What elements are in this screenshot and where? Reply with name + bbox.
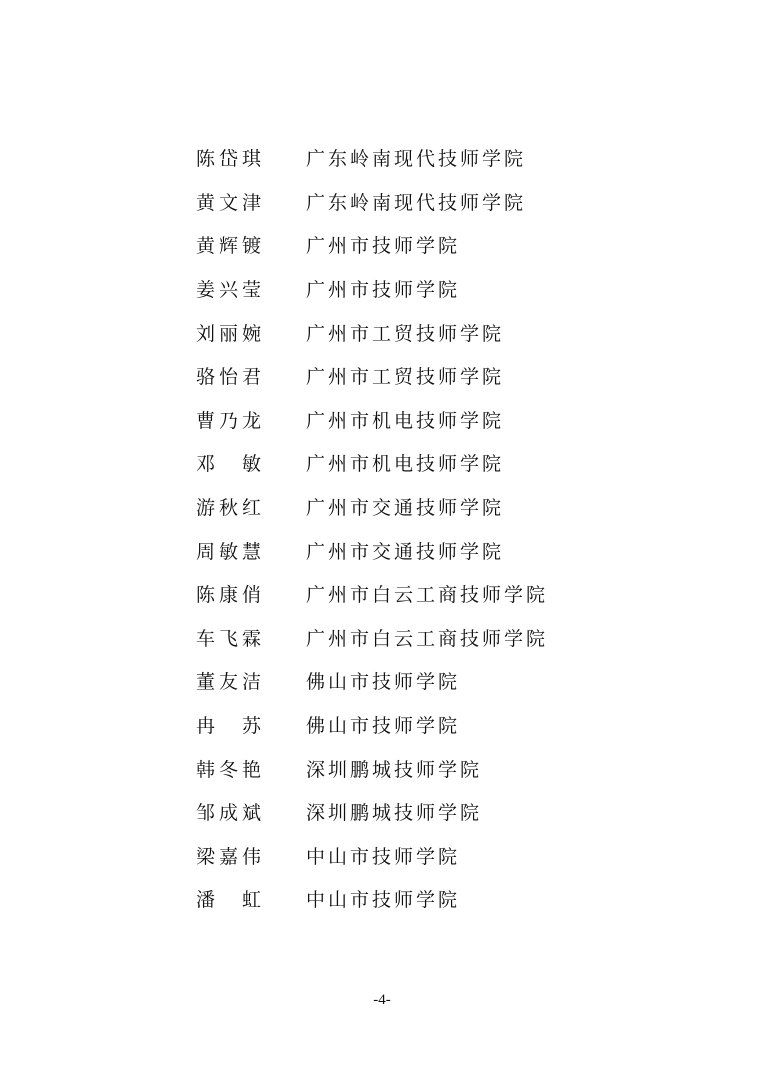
school-name: 广州市工贸技师学院 — [306, 366, 505, 389]
list-item — [196, 748, 716, 792]
list-item — [196, 705, 716, 749]
list-item — [196, 269, 716, 313]
list-item — [196, 879, 716, 923]
school-name: 广州市机电技师学院 — [306, 409, 505, 432]
person-name: 黄辉镀 — [196, 235, 266, 258]
school-name: 广州市工贸技师学院 — [306, 322, 505, 345]
school-name: 广东岭南现代技师学院 — [306, 191, 527, 214]
person-name: 邹成斌 — [196, 802, 266, 825]
list-item — [196, 618, 716, 662]
person-name: 曹乃龙 — [196, 409, 266, 432]
list-item — [196, 574, 716, 618]
school-name: 广东岭南现代技师学院 — [306, 148, 527, 171]
school-name: 广州市白云工商技师学院 — [306, 627, 549, 650]
list-item — [196, 138, 716, 182]
person-name: 刘丽婉 — [196, 322, 266, 345]
list-item — [196, 487, 716, 531]
school-name: 佛山市技师学院 — [306, 715, 461, 738]
school-name: 佛山市技师学院 — [306, 671, 461, 694]
list-item — [196, 792, 716, 836]
person-name: 韩冬艳 — [196, 758, 266, 781]
person-name: 周敏慧 — [196, 540, 266, 563]
school-name: 广州市交通技师学院 — [306, 497, 505, 520]
page-number: -4- — [373, 992, 391, 1008]
person-name: 游秋红 — [196, 497, 266, 520]
school-name: 广州市交通技师学院 — [306, 540, 505, 563]
person-name: 冉 苏 — [196, 715, 266, 738]
list-item — [196, 400, 716, 444]
list-item — [196, 661, 716, 705]
person-name: 骆怡君 — [196, 366, 266, 389]
list-item — [196, 836, 716, 880]
school-name: 广州市技师学院 — [306, 279, 461, 302]
school-name: 中山市技师学院 — [306, 845, 461, 868]
school-name: 广州市机电技师学院 — [306, 453, 505, 476]
person-name: 陈岱琪 — [196, 148, 266, 171]
name-list — [196, 138, 716, 923]
school-name: 深圳鹏城技师学院 — [306, 802, 483, 825]
person-name: 黄文津 — [196, 191, 266, 214]
person-name: 董友洁 — [196, 671, 266, 694]
list-item — [196, 530, 716, 574]
list-item — [196, 443, 716, 487]
person-name: 陈康俏 — [196, 584, 266, 607]
list-item — [196, 312, 716, 356]
school-name: 中山市技师学院 — [306, 889, 461, 912]
person-name: 梁嘉伟 — [196, 845, 266, 868]
school-name: 广州市技师学院 — [306, 235, 461, 258]
list-item — [196, 356, 716, 400]
list-item — [196, 182, 716, 226]
school-name: 广州市白云工商技师学院 — [306, 584, 549, 607]
list-item — [196, 225, 716, 269]
person-name: 邓 敏 — [196, 453, 266, 476]
person-name: 姜兴莹 — [196, 279, 266, 302]
person-name: 潘 虹 — [196, 889, 266, 912]
person-name: 车飞霖 — [196, 627, 266, 650]
school-name: 深圳鹏城技师学院 — [306, 758, 483, 781]
